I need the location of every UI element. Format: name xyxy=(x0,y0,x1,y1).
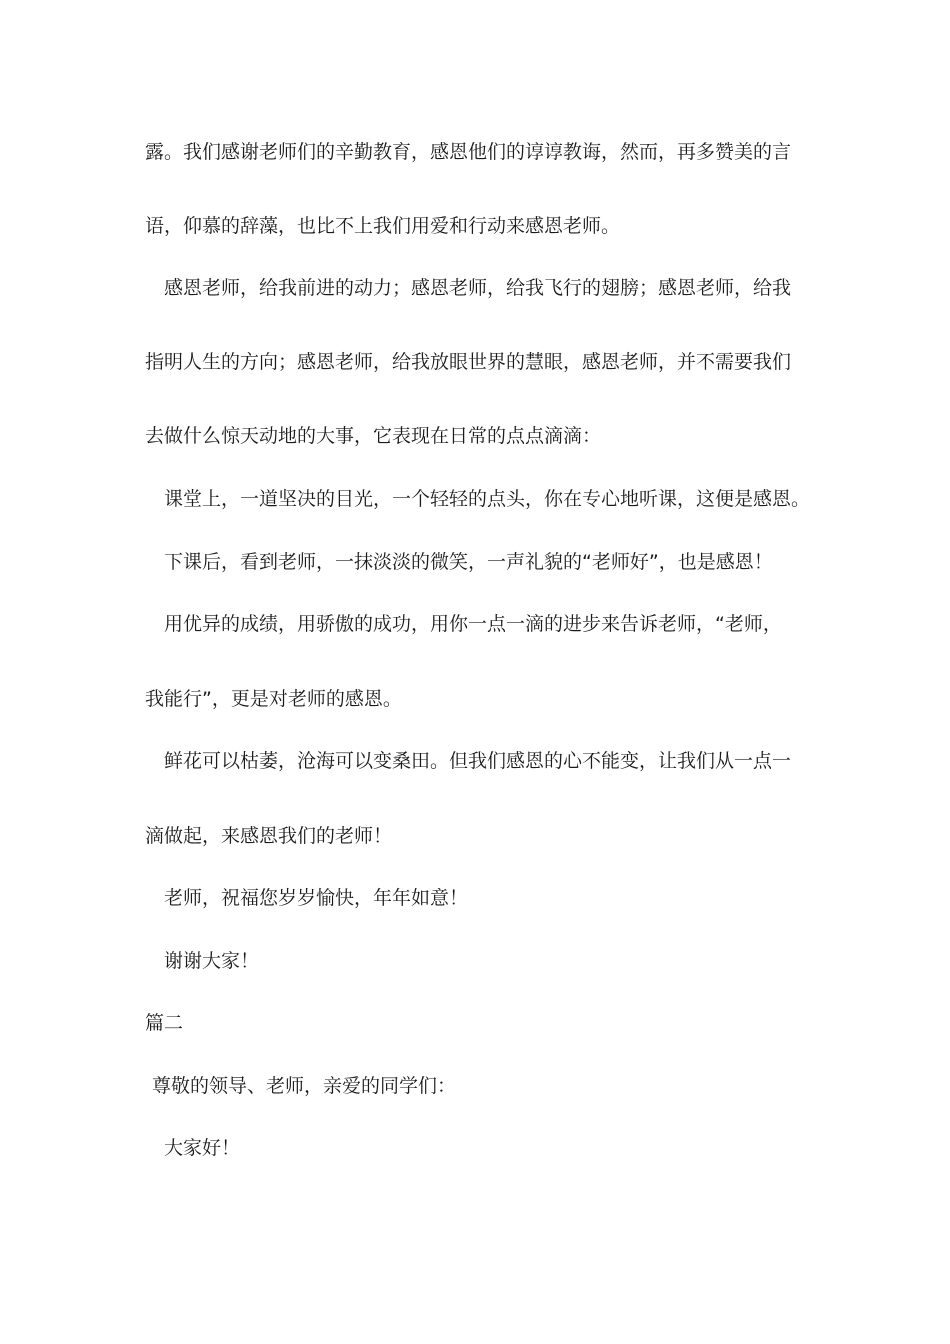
text-line: 指明人生的方向；感恩老师，给我放眼世界的慧眼，感恩老师，并不需要我们 xyxy=(145,351,792,373)
text-line: 露。我们感谢老师们的辛勤教育，感恩他们的谆谆教诲，然而，再多赞美的言 xyxy=(145,141,792,163)
paragraph-start: 老师，祝福您岁岁愉快，年年如意！ xyxy=(164,887,469,909)
text-line: 语，仰慕的辞藻，也比不上我们用爱和行动来感恩老师。 xyxy=(145,215,621,237)
paragraph-start: 感恩老师，给我前进的动力；感恩老师，给我飞行的翅膀；感恩老师，给我 xyxy=(164,277,792,299)
section-heading: 篇二 xyxy=(145,1012,184,1034)
text-line: 去做什么惊天动地的大事，它表现在日常的点点滴滴： xyxy=(145,425,602,447)
salutation: 尊敬的领导、老师，亲爱的同学们： xyxy=(152,1075,457,1097)
paragraph-start: 谢谢大家！ xyxy=(164,950,260,972)
paragraph-start: 用优异的成绩，用骄傲的成功，用你一点一滴的进步来告诉老师，“老师， xyxy=(164,613,782,635)
paragraph-start: 课堂上，一道坚决的目光，一个轻轻的点头，你在专心地听课，这便是感恩。 xyxy=(164,488,811,510)
text-line: 我能行”，更是对老师的感恩。 xyxy=(145,688,402,710)
paragraph-start: 鲜花可以枯萎，沧海可以变桑田。但我们感恩的心不能变，让我们从一点一 xyxy=(164,750,792,772)
greeting: 大家好！ xyxy=(164,1137,241,1159)
paragraph-start: 下课后，看到老师，一抹淡淡的微笑，一声礼貌的“老师好”，也是感恩！ xyxy=(164,551,773,573)
text-line: 滴做起，来感恩我们的老师！ xyxy=(145,825,393,847)
